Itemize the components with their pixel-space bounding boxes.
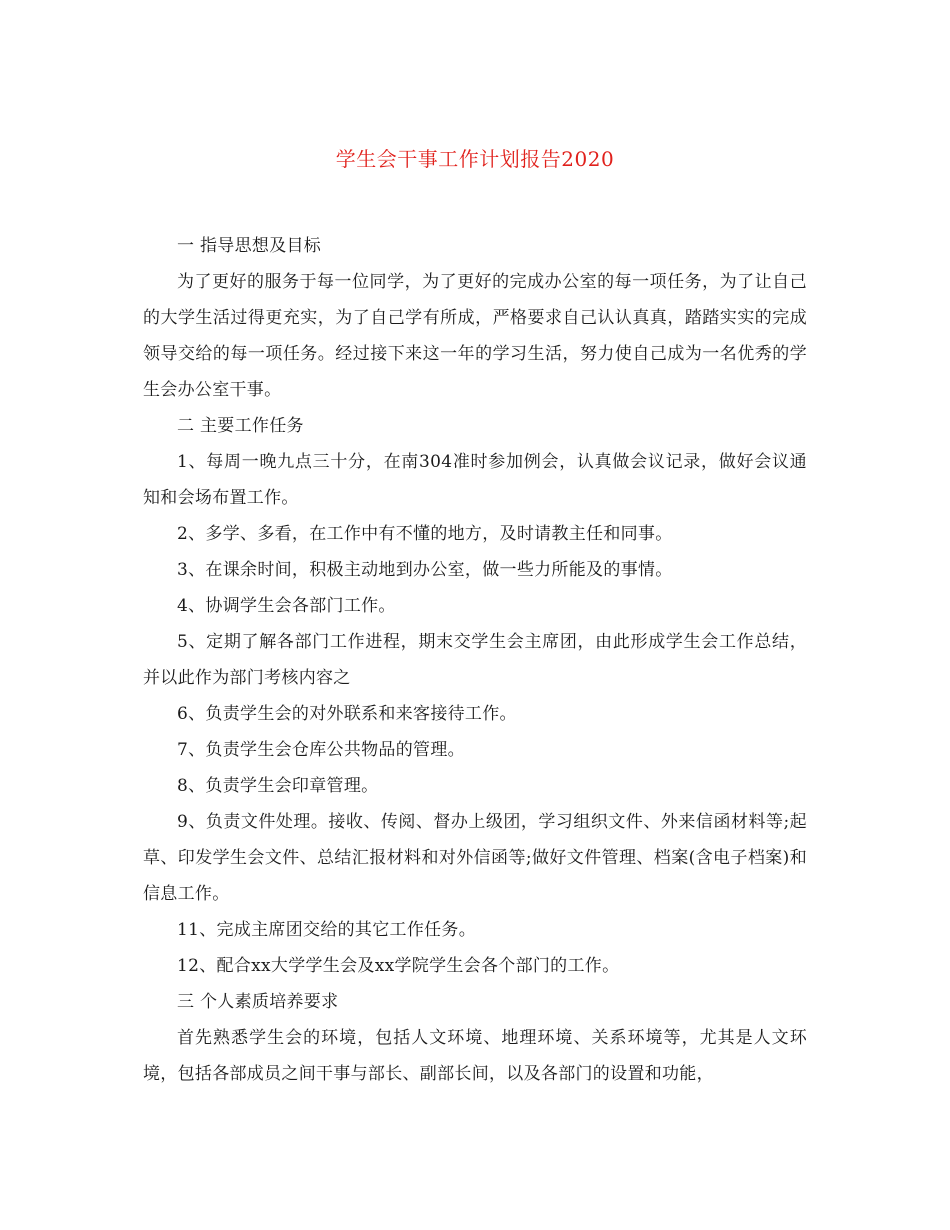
section-heading: 二 主要工作任务 <box>177 416 304 436</box>
document-title: 学生会干事工作计划报告2020 <box>335 147 615 171</box>
section-heading: 三 个人素质培养要求 <box>177 992 339 1012</box>
list-item: 5、定期了解各部门工作进程，期末交学生会主席团，由此形成学生会工作总结，并以此作为部门考核内容之 <box>143 632 807 688</box>
paragraph: 为了更好的服务于每一位同学，为了更好的完成办公室的每一项任务，为了让自己的大学生活过得更充实，为了自己学有所成，严格要求自己认认真真，踏踏实实的完成领导交给的每一项任务。经过接下来这一年的学习生活，努力使自己成为一名优秀的学生会办公室干事。 <box>143 272 807 400</box>
document-body <box>143 228 807 1092</box>
list-item: 8、负责学生会印章管理。 <box>177 776 379 796</box>
list-item: 2、多学、多看，在工作中有不懂的地方，及时请教主任和同事。 <box>177 524 673 544</box>
list-item: 9、负责文件处理。接收、传阅、督办上级团，学习组织文件、外来信函材料等;起草、印发学生会文件、总结汇报材料和对外信函等;做好文件管理、档案(含电子档案)和信息工作。 <box>143 812 807 904</box>
list-item: 6、负责学生会的对外联系和来客接待工作。 <box>177 704 517 724</box>
paragraph: 首先熟悉学生会的环境，包括人文环境、地理环境、关系环境等，尤其是人文环境，包括各部成员之间干事与部长、副部长间，以及各部门的设置和功能， <box>143 1028 807 1084</box>
list-item: 3、在课余时间，积极主动地到办公室，做一些力所能及的事情。 <box>177 560 673 580</box>
list-item: 7、负责学生会仓库公共物品的管理。 <box>177 740 465 760</box>
list-item: 4、协调学生会各部门工作。 <box>177 596 396 616</box>
section-heading: 一 指导思想及目标 <box>177 236 322 256</box>
list-item: 11、完成主席团交给的其它工作任务。 <box>177 920 477 940</box>
list-item: 12、配合xx大学学生会及xx学院学生会各个部门的工作。 <box>177 956 620 976</box>
list-item: 1、每周一晚九点三十分，在南304准时参加例会，认真做会议记录，做好会议通知和会场布置工作。 <box>143 452 807 508</box>
